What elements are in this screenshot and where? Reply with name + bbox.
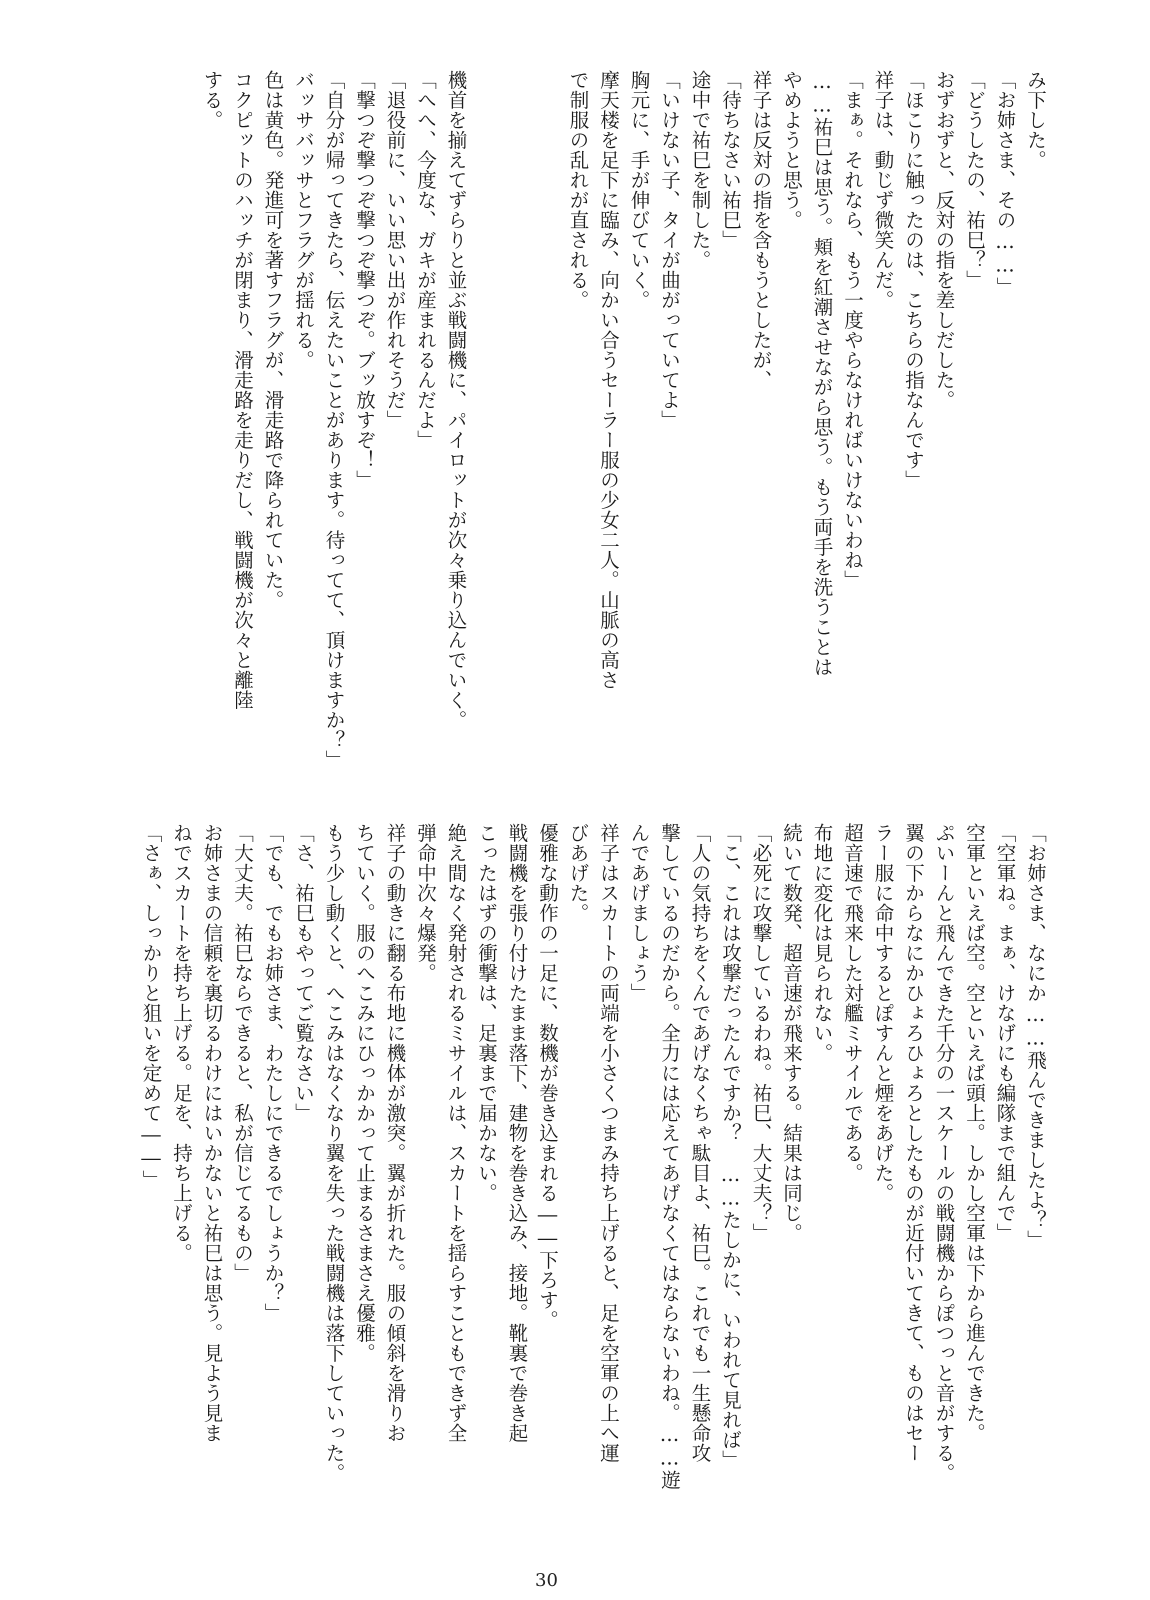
page-number: 30 [535, 1570, 558, 1591]
text-line: 「人の気持ちをくんであげなくちゃ駄目よ、祐巳。これでも一生懸命攻 [688, 823, 712, 1463]
text-line: 弾命中次々爆発。 [414, 823, 437, 983]
text-line: で制服の乱れが直される。 [566, 70, 590, 310]
text-line: 空軍といえば空。空といえば頭上。しかし空軍は下から進んできた。 [963, 823, 986, 1443]
text-line: びあげた。 [566, 823, 590, 923]
text-line: 祥子は反対の指を含もうとしたが、 [749, 70, 773, 390]
text-line: 「まぁ。それなら、もう一度やらなければいけないわね」 [841, 70, 864, 590]
text-line: 祥子はスカートの両端を小さくつまみ持ち上げると、足を空軍の上へ運 [597, 823, 620, 1463]
text-line: 「撃つぞ撃つぞ撃つぞ撃つぞ。ブッ放すぞ！」 [353, 70, 376, 490]
text-line: 「へへ、今度な、ガキが産まれるんだよ」 [414, 70, 437, 450]
text-line: ちていく。服のへこみにひっかかって止まるさまさえ優雅。 [353, 823, 376, 1363]
text-line: 「どうしたの、祐巳？」 [963, 70, 986, 290]
blank-line [532, 70, 563, 780]
text-line: ラー服に命中するとぽすんと煙をあげた。 [871, 823, 895, 1203]
text-line: 機首を揃えてずらりと並ぶ戦闘機に、パイロットが次々乗り込んでいく。 [444, 70, 468, 730]
text-line: 「さぁ、しっかりと狙いを定めて――」 [139, 823, 163, 1190]
text-line: もう少し動くと、へこみはなくなり翼を失った戦闘機は落下していった。 [322, 823, 346, 1483]
text-line: 「自分が帰ってきたら、伝えたいことがあります。待ってて、頂けますか？」 [322, 70, 346, 770]
text-line: 超音速で飛来した対艦ミサイルである。 [841, 823, 864, 1183]
text-line: こったはずの衝撃は、足裏まで届かない。 [475, 823, 498, 1203]
text-line: バッサバッサとフラグが揺れる。 [292, 70, 315, 370]
text-line: する。 [200, 70, 224, 130]
text-line: 色は黄色。発進可を著すフラグが、滑走路で降られていた。 [261, 70, 285, 610]
text-line: 祥子の動きに翻る布地に機体が激突。翼が折れた。服の傾斜を滑りお [383, 823, 407, 1443]
text-line: 絶え間なく発射されるミサイルは、スカートを揺らすこともできず全 [444, 823, 468, 1443]
text-line: 「退役前に、いい思い出が作れそうだ」 [383, 70, 407, 430]
text-line: 摩天楼を足下に臨み、向かい合うセーラー服の少女二人。山脈の高さ [597, 70, 620, 690]
text-line: 「空軍ね。まぁ、けなげにも編隊まで組んで」 [993, 823, 1017, 1243]
text-line: 戦闘機を張り付けたまま落下、建物を巻き込み、接地。靴裏で巻き起 [505, 823, 529, 1443]
text-line: 「お姉さま、なにか……飛んできましたよ？」 [1024, 823, 1047, 1250]
text-line: やめようと思う。 [780, 70, 803, 230]
text-line: 「でも、でもお姉さま、わたしにできるでしょうか？」 [261, 823, 285, 1323]
text-line: 布地に変化は見られない。 [810, 823, 834, 1063]
text-line: 翼の下からなにかひょろひょろとしたものが近付いてきて、ものはセー [902, 823, 925, 1463]
text-line: ……祐巳は思う。頬を紅潮させながら思う。もう両手を洗うことは [810, 70, 834, 677]
top-text-block [150, 70, 1050, 780]
text-line: 撃しているのだから。全力には応えてあげなくてはならないわね。……遊 [658, 823, 681, 1490]
text-line: お姉さまの信頼を裏切るわけにはいかないと祐巳は思う。見よう見ま [200, 823, 224, 1443]
text-line: 「いけない子、タイが曲がっていてよ」 [658, 70, 681, 430]
text-line: ぷいーんと飛んできた千分の一スケールの戦闘機からぽつっと音がする。 [932, 823, 956, 1483]
text-line: 胸元に、手が伸びていく。 [627, 70, 651, 310]
text-line: んであげましょう」 [627, 823, 651, 1003]
text-line: 「大丈夫。祐巳ならできると、私が信じてるもの」 [231, 823, 254, 1283]
text-line: コクピットのハッチが閉まり、滑走路を走りだし、戦闘機が次々と離陸 [231, 70, 254, 710]
text-line: ねでスカートを持ち上げる。足を、持ち上げる。 [170, 823, 193, 1263]
text-line: 途中で祐巳を制した。 [688, 70, 712, 270]
text-line: 「さ、祐巳もやってご覧なさい」 [292, 823, 315, 1123]
text-line: 優雅な動作の一足に、数機が巻き込まれる――下ろす。 [536, 823, 559, 1330]
blank-line [471, 70, 502, 780]
text-line: 「ほこりに触ったのは、こちらの指なんです」 [902, 70, 925, 490]
text-line: 「必死に攻撃しているわね。祐巳、大丈夫？」 [749, 823, 773, 1243]
bottom-text-block [70, 823, 1050, 1543]
text-line: 続いて数発、超音速が飛来する。結果は同じ。 [780, 823, 803, 1243]
text-line: 「こ、これは攻撃だったんですか？ ……たしかに、いわれて見れば」 [719, 823, 742, 1470]
text-line: 祥子は、動じず微笑んだ。 [871, 70, 895, 310]
text-line: 「待ちなさい祐巳」 [719, 70, 742, 250]
blank-line [501, 70, 532, 780]
text-line: み下した。 [1024, 70, 1047, 170]
text-line: おずおずと、反対の指を差しだした。 [932, 70, 956, 410]
text-line: 「お姉さま、その……」 [993, 70, 1017, 297]
